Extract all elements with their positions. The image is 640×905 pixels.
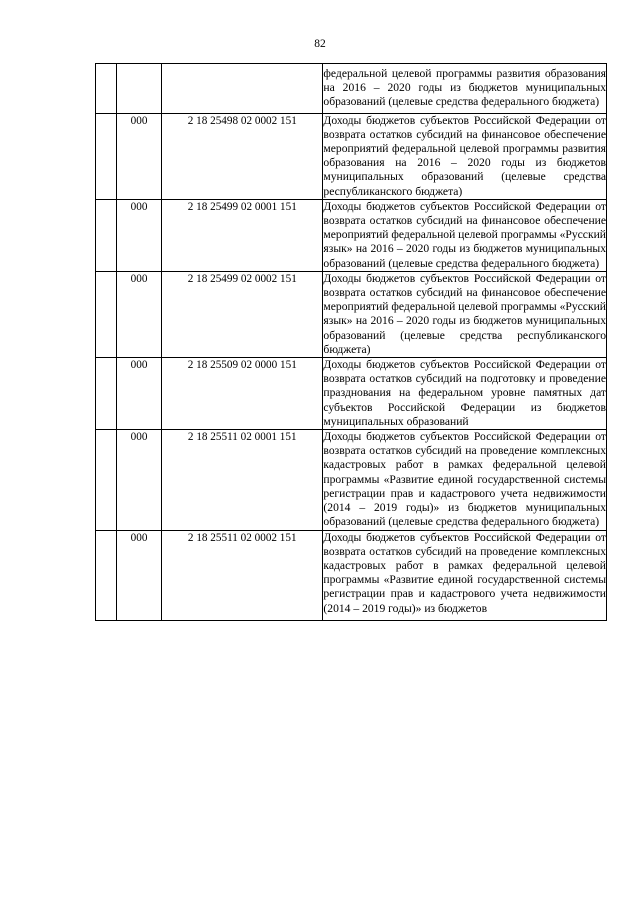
table-row	[96, 530, 607, 620]
description-cell	[323, 430, 607, 530]
budget-code-cell: 2 18 25499 02 0002 151	[162, 271, 323, 357]
budget-code-cell: 2 18 25511 02 0002 151	[162, 530, 323, 620]
description-cell	[323, 199, 607, 271]
budget-code-cell	[162, 64, 323, 114]
admin-code-cell: 000	[117, 530, 162, 620]
table-row	[96, 64, 607, 114]
admin-code-cell: 000	[117, 430, 162, 530]
description-text: федеральной целевой программы развития образования на 2016 – 2020 годы из бюджетов муниципальных образований (целевые средства федерального бюджета)	[323, 67, 606, 109]
admin-code-cell: 000	[117, 113, 162, 199]
description-text: Доходы бюджетов субъектов Российской Федерации от возврата остатков субсидий на финансовое обеспечение мероприятий федеральной целевой программы «Русский язык» на 2016 – 2020 годы из бюджетов муниципальных образований (целевые средства республиканского бюджета)	[323, 271, 606, 356]
table-row	[96, 113, 607, 199]
description-cell	[323, 530, 607, 620]
admin-code-cell	[117, 64, 162, 114]
description-cell	[323, 358, 607, 430]
table-row	[96, 199, 607, 271]
row-index-cell	[96, 430, 117, 530]
budget-code-cell: 2 18 25509 02 0000 151	[162, 358, 323, 430]
row-index-cell	[96, 199, 117, 271]
row-index-cell	[96, 113, 117, 199]
row-index-cell	[96, 530, 117, 620]
row-index-cell	[96, 271, 117, 357]
description-cell	[323, 271, 607, 357]
description-text: Доходы бюджетов субъектов Российской Федерации от возврата остатков субсидий на проведение комплексных кадастровых работ в рамках федеральной целевой программы «Развитие единой государственной системы регистрации прав и кадастрового учета недвижимости (2014 – 2019 годы)» из бюджетов муниципальных образований (целевые средства федерального бюджета)	[323, 430, 606, 529]
description-text: Доходы бюджетов субъектов Российской Федерации от возврата остатков субсидий на проведение комплексных кадастровых работ в рамках федеральной целевой программы «Развитие единой государственной системы регистрации прав и кадастрового учета недвижимости (2014 – 2019 годы)» из бюджетов	[323, 530, 606, 615]
table-row	[96, 271, 607, 357]
description-text: Доходы бюджетов субъектов Российской Федерации от возврата остатков субсидий на подготовку и проведение празднования на федеральном уровне памятных дат субъектов Российской Федерации из бюджетов муниципальных образований	[323, 358, 606, 428]
page-number: 82	[314, 38, 326, 50]
admin-code-cell: 000	[117, 271, 162, 357]
budget-classification-table	[95, 63, 607, 621]
budget-code-cell: 2 18 25498 02 0002 151	[162, 113, 323, 199]
budget-code-cell: 2 18 25511 02 0001 151	[162, 430, 323, 530]
table-row	[96, 430, 607, 530]
description-text: Доходы бюджетов субъектов Российской Федерации от возврата остатков субсидий на финансовое обеспечение мероприятий федеральной целевой программы развития образования на 2016 – 2020 годы из бюджетов муниципальных образований (целевые средства республиканского бюджета)	[323, 113, 606, 198]
admin-code-cell: 000	[117, 358, 162, 430]
description-cell	[323, 113, 607, 199]
budget-code-cell: 2 18 25499 02 0001 151	[162, 199, 323, 271]
table-row	[96, 358, 607, 430]
description-cell	[323, 64, 607, 114]
row-index-cell	[96, 64, 117, 114]
description-text: Доходы бюджетов субъектов Российской Федерации от возврата остатков субсидий на финансовое обеспечение мероприятий федеральной целевой программы «Русский язык» на 2016 – 2020 годы из бюджетов муниципальных образований (целевые средства федерального бюджета)	[323, 199, 606, 270]
row-index-cell	[96, 358, 117, 430]
admin-code-cell: 000	[117, 199, 162, 271]
